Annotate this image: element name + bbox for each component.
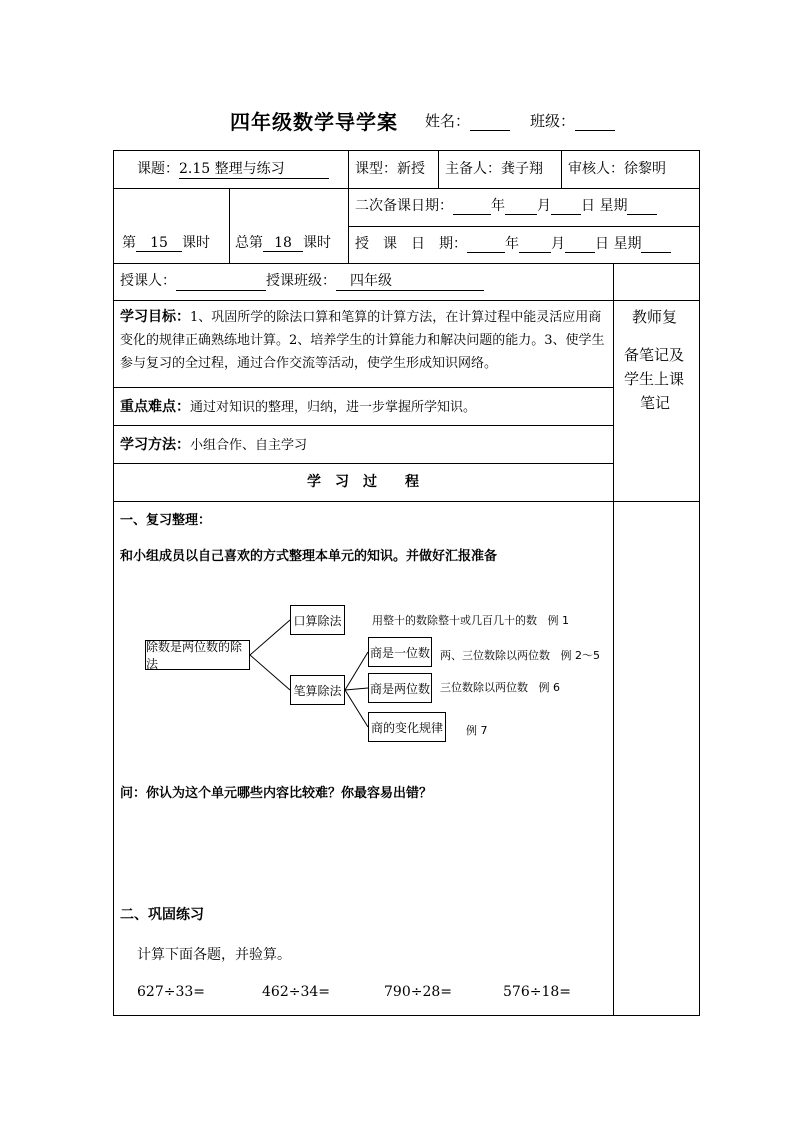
exercise-item: 790÷28= (384, 984, 452, 1000)
topic-label: 课题： (137, 161, 179, 177)
goals-label: 学习目标： (120, 309, 190, 325)
method-label: 学习方法： (120, 437, 190, 453)
two-digit-desc-text: 三位数除以两位数 (440, 681, 528, 694)
two-digit-desc (440, 679, 560, 695)
month-label: 月 (537, 198, 551, 214)
two-digit-example: 例 6 (538, 681, 560, 694)
day-label: 日 (581, 198, 595, 214)
section2-title: 二、巩固练习 (120, 907, 204, 923)
one-digit-desc (440, 647, 600, 663)
teach-date-label: 授 课 日 期： (355, 236, 467, 252)
rule-example: 例 7 (466, 724, 488, 737)
method-text: 小组合作、自主学习 (190, 438, 308, 453)
side-note-line2: 备笔记及 (624, 346, 685, 364)
total-suffix: 课时 (303, 235, 331, 251)
connector-line (250, 655, 290, 690)
diagram-root: 除数是两位数的除法 (145, 640, 250, 670)
preparer: 主备人：龚子翔 (445, 161, 543, 177)
exercise-item: 462÷34= (262, 984, 330, 1000)
connector-line (250, 620, 290, 655)
diagram-one-digit: 商是一位数 (368, 637, 432, 667)
class-label: 班级： (530, 112, 576, 130)
teach-class-value: 四年级 (336, 270, 484, 291)
page-title: 四年级数学导学案 (230, 110, 398, 134)
day-label: 日 (595, 236, 609, 252)
one-digit-example: 例 2～5 (560, 649, 600, 662)
lesson-prefix: 第 (122, 235, 136, 251)
oral-desc (372, 612, 569, 628)
side-note-line1: 教师复 (632, 308, 678, 326)
week-label: 星期 (613, 236, 642, 252)
year-label: 年 (505, 236, 519, 252)
review-question: 问：你认为这个单元哪些内容比较难？你最容易出错？ (120, 786, 433, 801)
side-note-line3: 学生上课 (624, 370, 685, 388)
exercise-intro: 计算下面各题，并验算。 (137, 947, 291, 963)
process-title: 学 习 过 程 (307, 474, 419, 490)
teach-class-label: 授课班级： (266, 273, 336, 289)
focus-text: 通过对知识的整理，归纳，进一步掌握所学知识。 (190, 400, 477, 415)
connector-line (345, 652, 368, 690)
one-digit-desc-text: 两、三位数除以两位数 (440, 649, 550, 662)
diagram-written: 笔算除法 (290, 675, 345, 705)
exercise-item: 627÷33= (137, 984, 205, 1000)
week-label: 星期 (599, 198, 628, 214)
month-label: 月 (551, 236, 565, 252)
diagram-rule: 商的变化规律 (368, 712, 446, 742)
lesson-number: 15 (136, 235, 182, 252)
oral-desc-text: 用整十的数除整十或几百几十的数 (372, 614, 537, 627)
total-prefix: 总第 (235, 235, 263, 251)
section1-intro: 和小组成员以自己喜欢的方式整理本单元的知识。并做好汇报准备 (120, 549, 498, 564)
diagram-oral: 口算除法 (290, 605, 345, 635)
year-label: 年 (491, 198, 505, 214)
teacher-label: 授课人： (120, 273, 176, 289)
lesson-suffix: 课时 (182, 235, 210, 251)
oral-example: 例 1 (547, 614, 569, 627)
lesson-type: 课型：新授 (355, 161, 425, 177)
side-note-line4: 笔记 (640, 394, 671, 412)
diagram-two-digit: 商是两位数 (368, 673, 432, 703)
connector-line (345, 690, 368, 727)
reviewer: 审核人：徐黎明 (568, 161, 666, 177)
focus-label: 重点难点： (120, 399, 190, 415)
second-prep-label: 二次备课日期： (355, 198, 453, 214)
exercise-item: 576÷18= (503, 984, 571, 1000)
total-number: 18 (263, 235, 303, 252)
goals-text: 1、巩固所学的除法口算和笔算的计算方法，在计算过程中能灵活应用商变化的规律正确熟练地计算。2、培养学生的计算能力和解决问题的能力。3、使学生参与复习的全过程，通过合作交流等活动，使学生形成知识网络。 (120, 310, 605, 371)
section1-title: 一、复习整理： (120, 513, 212, 528)
name-label: 姓名： (425, 112, 471, 130)
topic-value: 2.15 整理与练习 (179, 158, 329, 179)
connector-line (345, 688, 368, 690)
